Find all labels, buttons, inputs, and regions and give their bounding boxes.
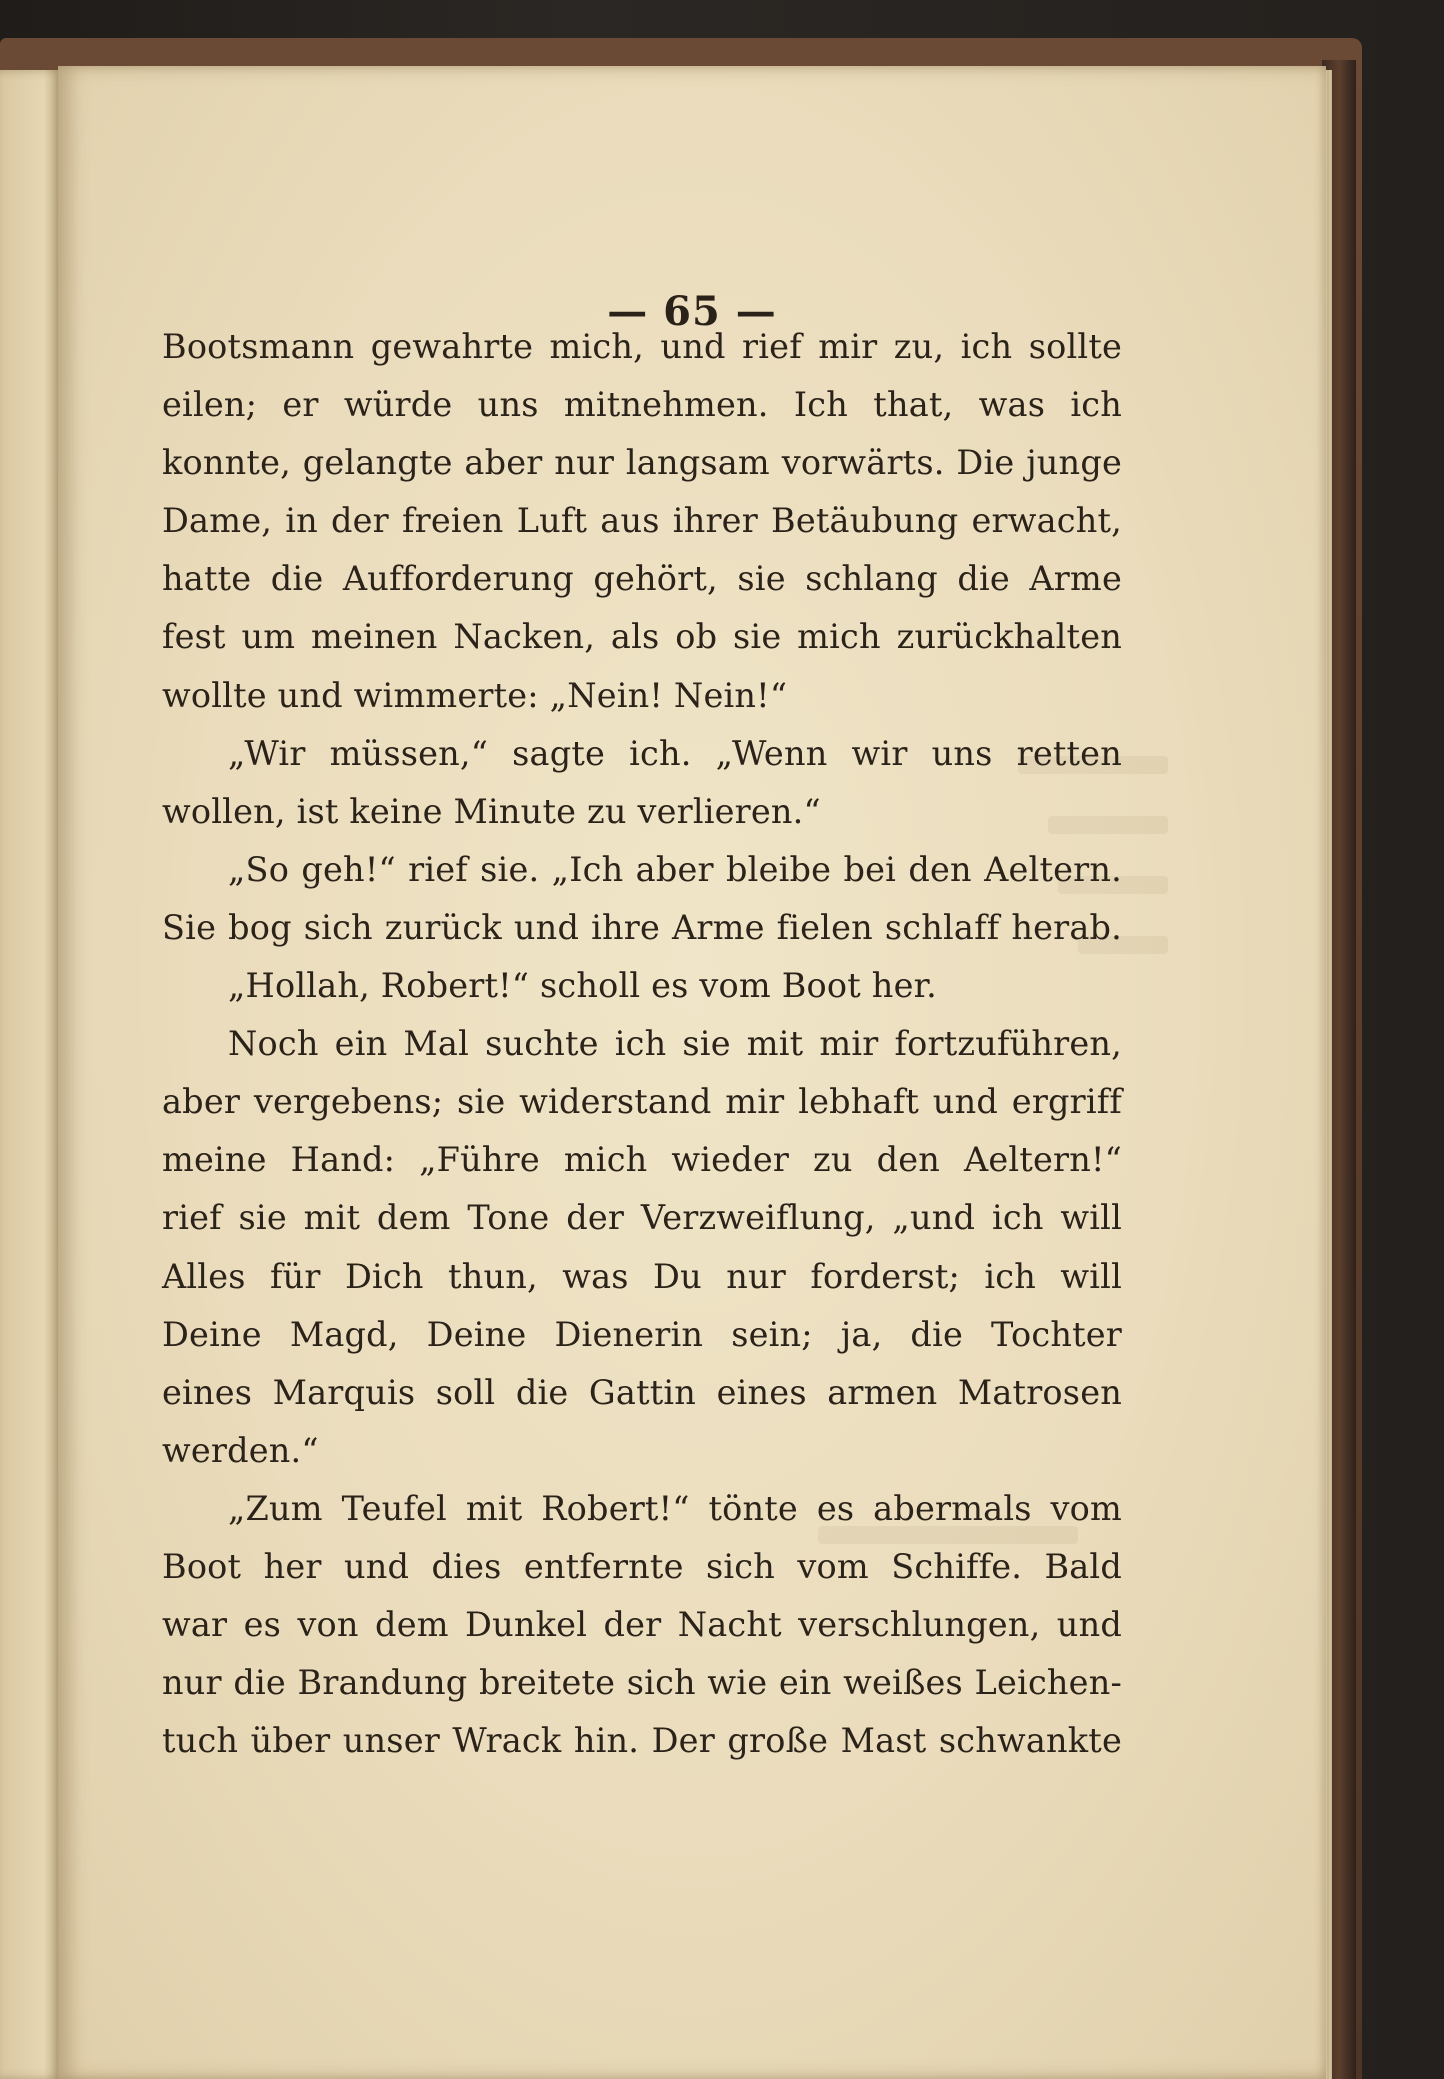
- text-line: wollte und wimmerte: „Nein! Nein!“: [162, 675, 788, 715]
- text-line: aber vergebens; sie widerstand mir lebhaft und ergriff: [162, 1082, 1122, 1122]
- text-line: „Wir müssen,“ sagte ich. „Wenn wir uns retten: [228, 733, 1122, 773]
- text-line: werden.“: [162, 1430, 319, 1470]
- text-line: Deine Magd, Deine Dienerin sein; ja, die Tochter: [162, 1314, 1122, 1354]
- text-line: Sie bog sich zurück und ihre Arme fielen schlaff herab.: [162, 907, 1122, 947]
- text-line: „So geh!“ rief sie. „Ich aber bleibe bei den Aeltern.: [228, 849, 1122, 889]
- text-line: Boot her und dies entfernte sich vom Schiffe. Bald: [162, 1546, 1122, 1586]
- text-line: rief sie mit dem Tone der Verzweiflung, „und ich will: [162, 1198, 1122, 1238]
- text-line: tuch über unser Wrack hin. Der große Mast schwankte: [162, 1721, 1122, 1761]
- page-number: — 65 —: [607, 288, 777, 335]
- text-line: war es von dem Dunkel der Nacht verschlungen, und: [162, 1605, 1122, 1645]
- text-line: Bootsmann gewahrte mich, und rief mir zu, ich sollte: [162, 327, 1122, 366]
- text-line: „Hollah, Robert!“ scholl es vom Boot her.: [228, 966, 937, 1006]
- facing-page: [0, 70, 62, 2079]
- text-line: Noch ein Mal suchte ich sie mit mir fortzuführen,: [228, 1024, 1122, 1064]
- text-line: nur die Brandung breitete sich wie ein weißes Leichen-: [162, 1663, 1122, 1703]
- text-line: meine Hand: „Führe mich wieder zu den Aeltern!“: [162, 1140, 1122, 1180]
- text-line: konnte, gelangte aber nur langsam vorwärts. Die junge: [162, 443, 1122, 483]
- text-line: hatte die Aufforderung gehört, sie schlang die Arme: [162, 559, 1122, 599]
- text-line: „Zum Teufel mit Robert!“ tönte es abermals vom: [228, 1488, 1122, 1528]
- text-line: eines Marquis soll die Gattin eines armen Matrosen: [162, 1372, 1122, 1412]
- text-line: eilen; er würde uns mitnehmen. Ich that, was ich: [162, 385, 1122, 425]
- text-line: wollen, ist keine Minute zu verlieren.“: [162, 791, 821, 831]
- text-line: Dame, in der freien Luft aus ihrer Betäubung erwacht,: [162, 501, 1122, 541]
- text-line: Alles für Dich thun, was Du nur forderst; ich will: [162, 1256, 1122, 1296]
- text-line: fest um meinen Nacken, als ob sie mich zurückhalten: [162, 617, 1122, 657]
- body-text: [162, 318, 1122, 1770]
